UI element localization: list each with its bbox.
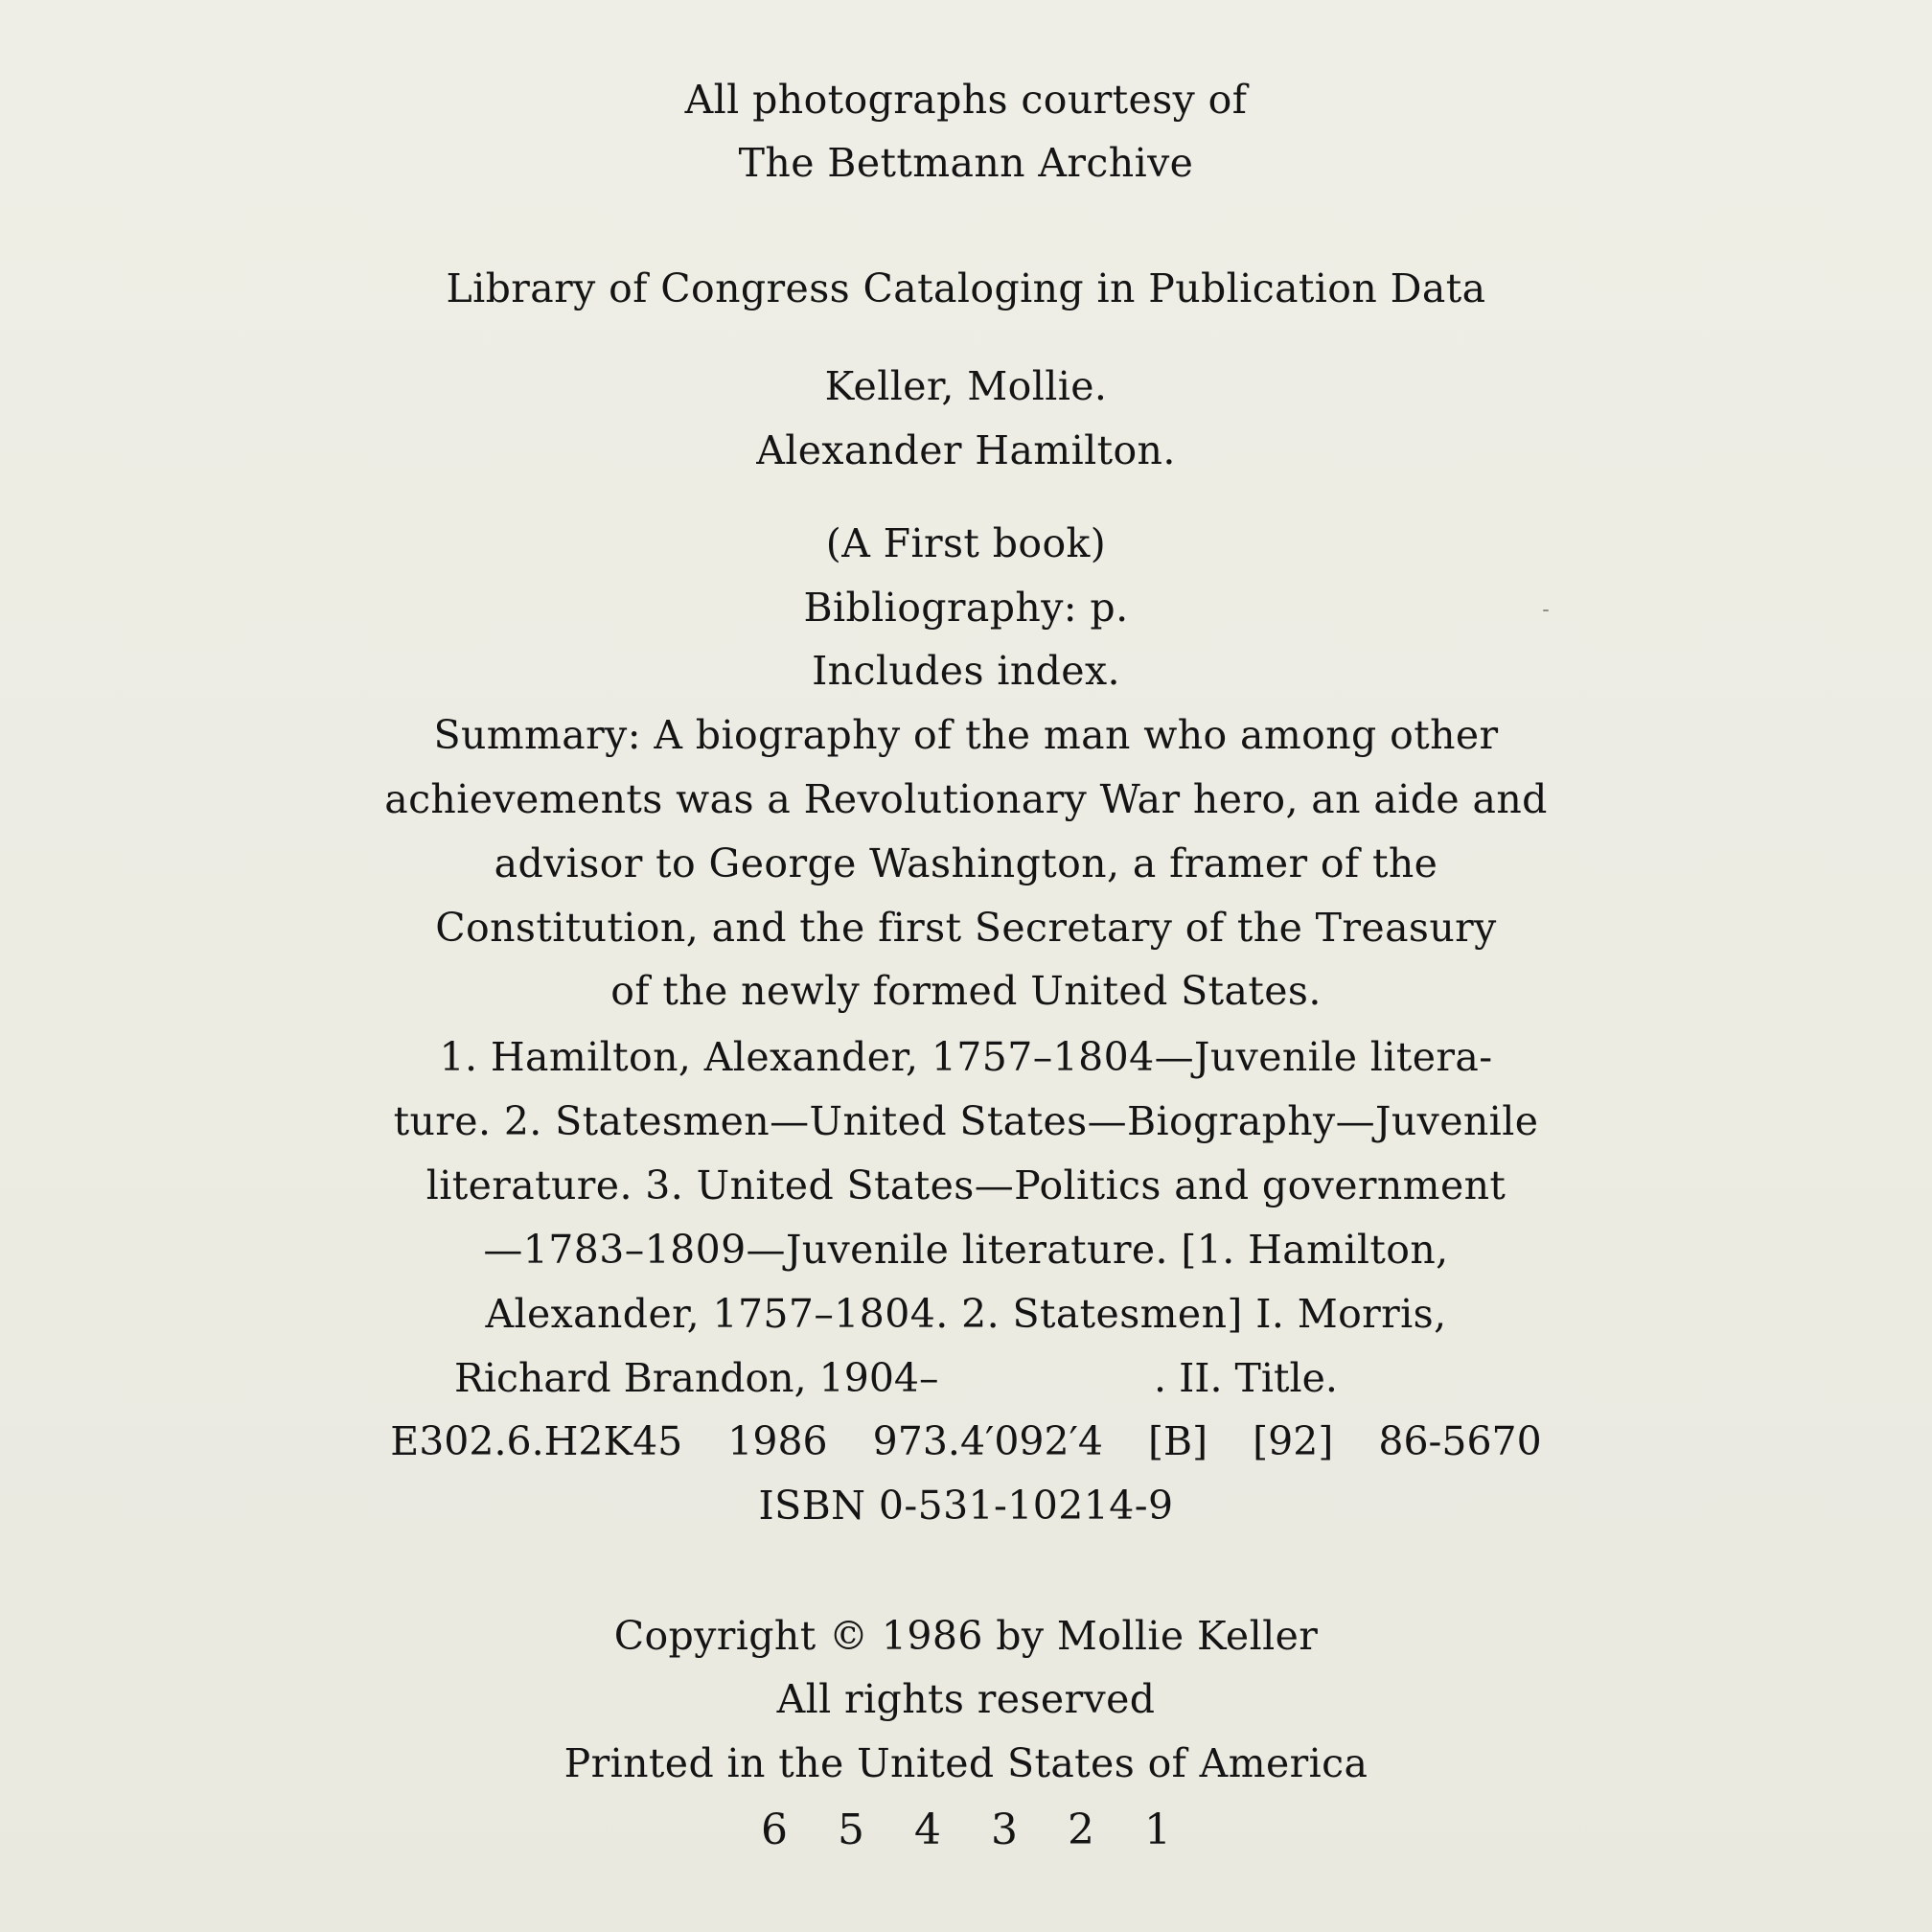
rights-reserved: All rights reserved	[776, 1676, 1156, 1722]
cip-series: (A First book)	[825, 520, 1107, 566]
cip-summary-line: Summary: A biography of the man who among other	[433, 712, 1499, 758]
cip-summary-line: advisor to George Washington, a framer of the	[494, 840, 1438, 886]
printing-number-line: 6 5 4 3 2 1	[761, 1806, 1171, 1854]
cip-bibliography: Bibliography: p.	[803, 585, 1129, 631]
cip-subject-line: ture. 2. Statesmen—United States—Biography—Juvenile	[393, 1098, 1539, 1144]
photo-credit-line-2: The Bettmann Archive	[738, 140, 1194, 186]
cip-isbn: ISBN 0-531-10214-9	[758, 1483, 1174, 1529]
printed-in-line: Printed in the United States of America	[564, 1740, 1368, 1786]
cip-added-entry-title: . II. Title.	[1154, 1355, 1338, 1401]
copyright-notice: Copyright © 1986 by Mollie Keller	[613, 1613, 1319, 1659]
cip-summary-line: of the newly formed United States.	[610, 968, 1322, 1014]
cip-index-note: Includes index.	[812, 648, 1120, 694]
cip-added-entry-name: Richard Brandon, 1904–	[454, 1355, 939, 1401]
photo-credit-line-1: All photographs courtesy of	[684, 77, 1248, 123]
cip-subject-line: —1783–1809—Juvenile literature. [1. Hamilton,	[483, 1227, 1449, 1273]
cip-title: Alexander Hamilton.	[756, 427, 1176, 473]
cip-subject-line: Alexander, 1757–1804. 2. Statesmen] I. Morris,	[485, 1291, 1447, 1337]
cip-call-number: E302.6.H2K45 1986 973.4′092′4 [B] [92] 86-5670	[390, 1418, 1542, 1464]
cip-author: Keller, Mollie.	[824, 363, 1108, 409]
cip-subject-line: literature. 3. United States—Politics and government	[426, 1162, 1506, 1208]
cip-summary-line: Constitution, and the first Secretary of the Treasury	[435, 905, 1497, 951]
cip-summary-line: achievements was a Revolutionary War hero, an aide and	[384, 776, 1548, 822]
cip-subject-line: 1. Hamilton, Alexander, 1757–1804—Juvenile litera-	[439, 1034, 1493, 1080]
paper-speck	[1543, 610, 1549, 611]
cip-heading: Library of Congress Cataloging in Publication Data	[446, 265, 1486, 311]
